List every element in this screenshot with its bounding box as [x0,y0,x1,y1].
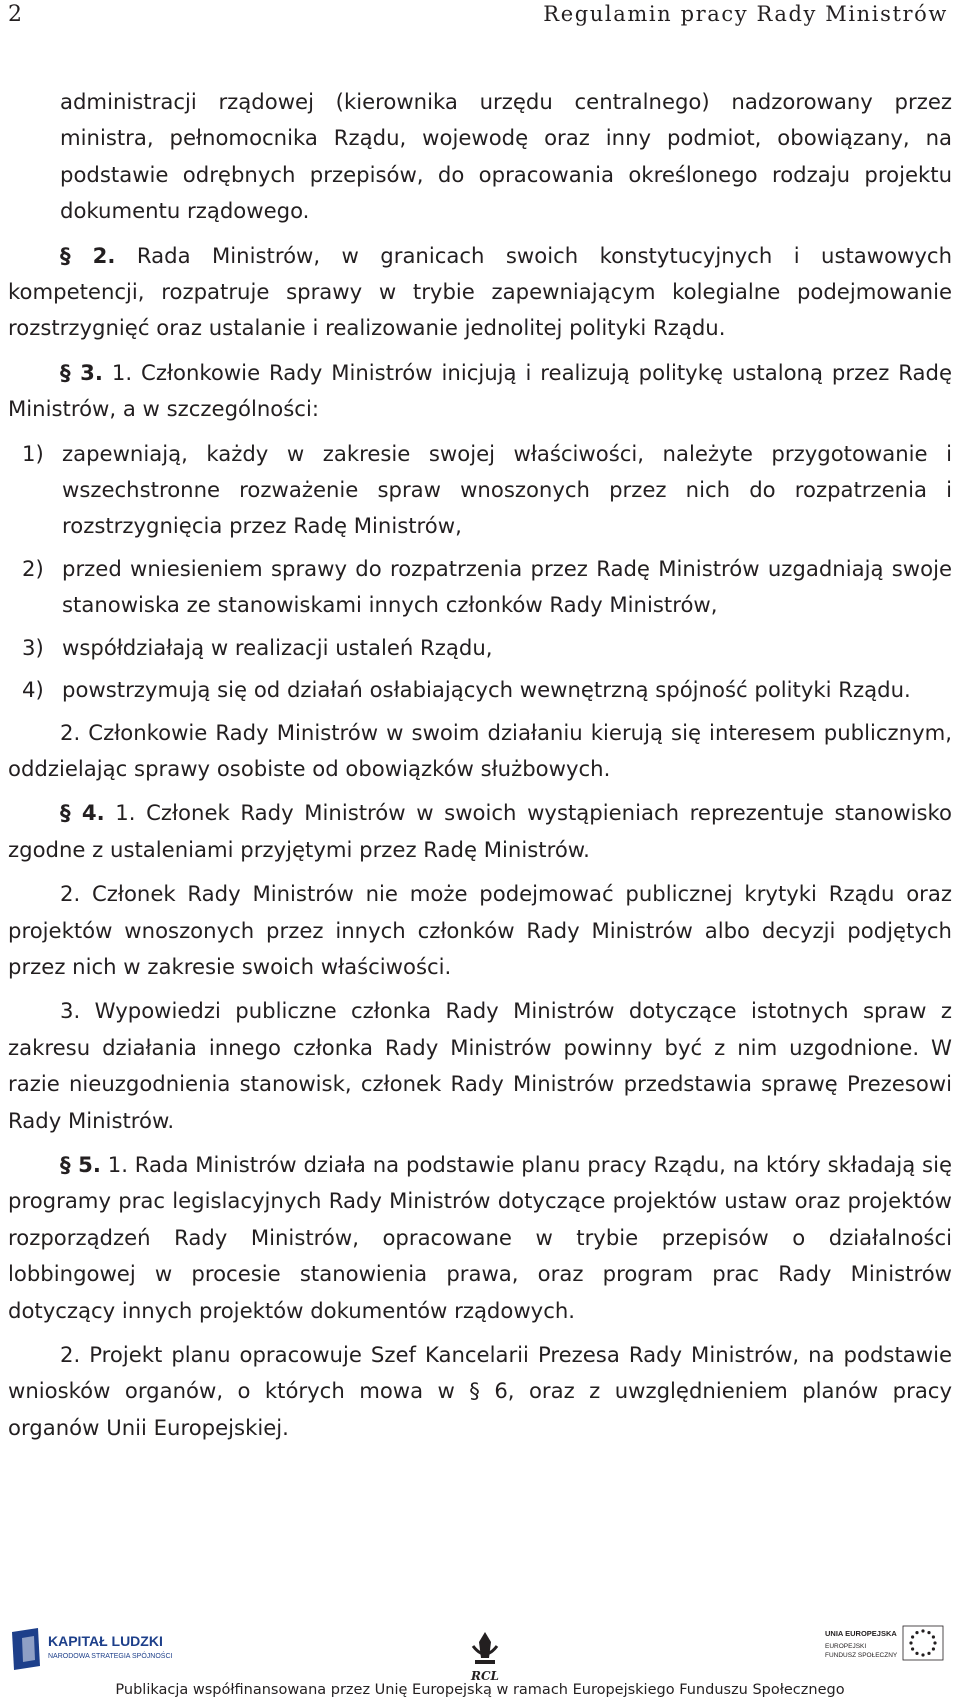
list-item [8,630,952,666]
section-mark: § 2. [60,242,116,268]
section-mark: § 4. [60,800,105,826]
eu-subtitle-2: FUNDUSZ SPOŁECZNY [825,1652,898,1659]
section-2 [8,238,952,347]
section-5 [8,1147,952,1329]
list-item [8,436,952,545]
duties-list [8,436,952,709]
section-5-paragraph-2: 2. Projekt planu opracowuje Szef Kancelarii Prezesa Rady Ministrów, na podstawie wniosków organów, o których mowa w § 6, oraz z uwzględnieniem planów pracy organów Unii Europejskiej. [8,1342,952,1440]
eu-subtitle-1: EUROPEJSKI [825,1643,867,1650]
paragraph-continuation: administracji rządowej (kierownika urzędu centralnego) nadzorowany przez ministra, pełnomocnika Rządu, wojewodę oraz inny podmiot, obowiązany, na podstawie odrębnych przepisów, do opracowania określonego rodzaju projektu dokumentu rządowego. [60,89,952,224]
section-text: 1. Rada Ministrów działa na podstawie planu pracy Rządu, na który składają się programy prac legislacyjnych Rady Ministrów dotyczące projektów ustaw oraz projektów rozporządzeń Rady Ministrów, opracowane w trybie przepisów o działalności lobbingowej w procesie stanowienia prawa, oraz program prac Rady Ministrów dotyczący innych projektów dokumentów rządowych. [8,1151,953,1323]
section-4 [8,795,952,868]
rcl-emblem-base [475,1660,495,1664]
list-item [8,672,952,708]
page-number: 2 [8,2,22,27]
section-3-paragraph-2: 2. Członkowie Rady Ministrów w swoim działaniu kierują się interesem publicznym, oddzielając sprawy osobiste od obowiązków służbowych. [8,719,952,781]
section-4-paragraph-2: 2. Członek Rady Ministrów nie może podejmować publicznej krytyki Rządu oraz projektów wnoszonych przez innych członków Rady Ministrów albo decyzji podjętych przez nich w zakresie swoich właściwości. [8,881,952,979]
kl-title: KAPITAŁ LUDZKI [48,1633,163,1649]
section-text: Rada Ministrów, w granicach swoich konstytucyjnych i ustawowych kompetencji, rozpatruje sprawy w trybie zapewniającym kolegialne podejmowanie rozstrzygnięć oraz ustalanie i realizowanie jednolitej polityki Rządu. [8,242,953,341]
list-text: zapewniają, każdy w zakresie swojej właściwości, należyte przygotowanie i wszechstronne rozważenie spraw wnoszonych przez nich do rozpatrzenia i rozstrzygnięcia przez Radę Ministrów, [62,440,952,539]
list-text: współdziałają w realizacji ustaleń Rządu, [62,634,493,660]
section-mark: § 3. [60,359,103,385]
rcl-logo [455,1628,515,1686]
section-4-paragraph-3: 3. Wypowiedzi publiczne członka Rady Ministrów dotyczące istotnych spraw z zakresu działania innego członka Rady Ministrów powinny być z nim uzgodnione. W razie nieuzgodnienia stanowisk, członek Rady Ministrów przedstawia sprawę Prezesowi Rady Ministrów. [8,998,952,1133]
running-title: Regulamin pracy Rady Ministrów [543,2,948,26]
section-3 [8,355,952,428]
rcl-label: RCL [471,1669,499,1683]
list-number: 3) [22,634,44,660]
section-mark: § 5. [60,1151,101,1177]
list-number: 2) [22,555,44,581]
page-footer [0,1600,960,1703]
section-text: 1. Członkowie Rady Ministrów inicjują i realizują politykę ustaloną przez Radę Ministrów, a w szczególności: [8,359,953,422]
document-body [8,84,952,1454]
list-text: przed wniesieniem sprawy do rozpatrzenia przez Radę Ministrów uzgadniają swoje stanowiska ze stanowiskami innych członków Rady Ministrów, [62,555,952,618]
list-item [8,551,952,624]
kapital-ludzki-logo [8,1624,188,1674]
section-text: 1. Członek Rady Ministrów w swoich wystąpieniach reprezentuje stanowisko zgodne z ustaleniami przyjętymi przez Radę Ministrów. [8,800,952,862]
list-number: 4) [22,677,44,703]
kl-subtitle: NARODOWA STRATEGIA SPÓJNOŚCI [48,1653,173,1660]
eu-logo [825,1622,945,1680]
kl-emblem-accent [22,1636,35,1662]
eu-title: UNIA EUROPEJSKA [825,1629,897,1638]
list-number: 1) [22,440,44,466]
list-text: powstrzymują się od działań osłabiających wewnętrzną spójność polityki Rządu. [62,677,911,703]
funding-note: Publikacja współfinansowana przez Unię Europejską w ramach Europejskiego Funduszu Społecznego [115,1682,845,1698]
page-header [0,0,960,40]
